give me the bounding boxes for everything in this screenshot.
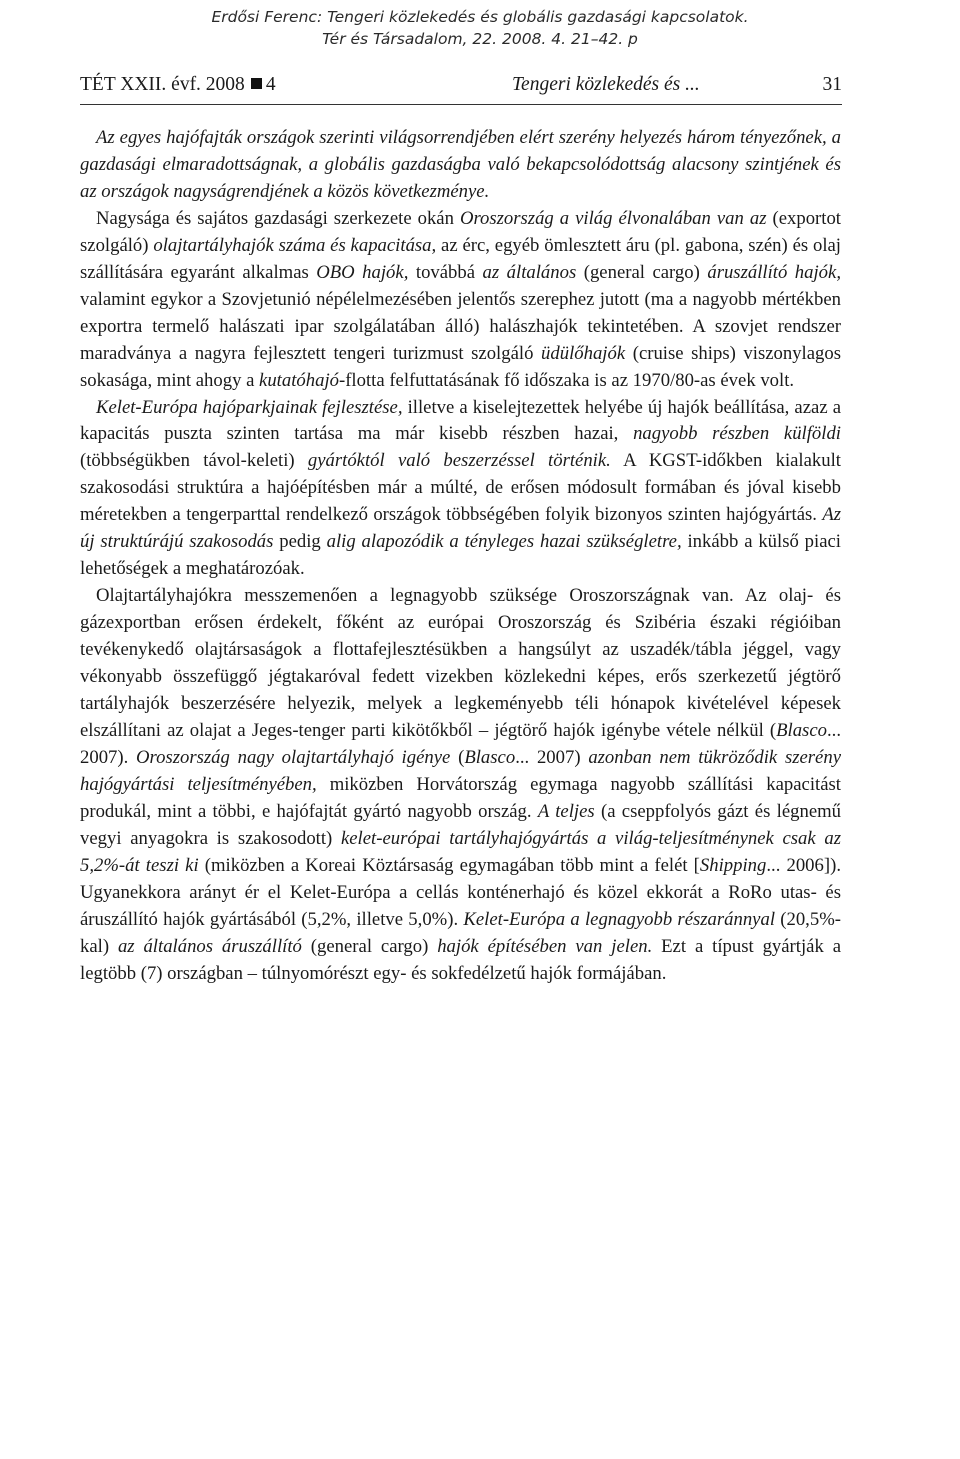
text-run: (miközben a Koreai Köztársaság egymagában több mint a felét [ [198,854,700,876]
paragraph [80,395,841,584]
text-run: az érc, egyéb ömlesztett áru (pl. gabona, szén) és olaj szállítására egyaránt alkalmas [80,234,841,283]
italic-run: kelet-európai tartályhajógyártás a világ-teljesítménynek csak az 5,2%-át teszi ki [80,827,841,876]
italic-run: kutatóhajó [259,369,339,391]
text-run: -flotta felfuttatásának fő időszaka is az 1970/80-as évek volt. [338,369,795,391]
italic-run: gyártóktól való beszerzéssel történik. [307,450,611,472]
text-run: ... 2007) [515,746,589,768]
italic-run: az általános [482,261,577,283]
text-run: (cruise ships) viszonylagos sokasága, mint ahogy a [80,342,841,391]
text-run: Nagysága és sajátos gazdasági szerkezete okán [96,207,460,229]
italic-run: Kelet-Európa hajóparkjainak fejlesztése, [96,396,403,418]
running-title: Tengeri közlekedés és ... [512,74,700,95]
italic-run: alig alapozódik a tényleges hazai szükségletre, [326,531,682,553]
text-run: ... 2006]). Ugyanekkora arányt ér el Kelet-Európa a cellás konténerhajó és közel ekkorát a RoRo utas- és áruszállító hajók gyártásából (5,2%, illetve 5,0%). [80,854,841,930]
article-body [80,125,841,988]
citation-line-2: Tér és Társadalom, 22. 2008. 4. 21–42. p [322,30,638,48]
text-run: pedig [273,531,327,553]
italic-run: Az új struktúrájú szakosodás [80,504,841,553]
text-run: valamint egykor a Szovjetunió népélelmezésében jelentős szerephez jutott (ma a nagyobb mértékben exportra termelő halászati ipar szolgálatában álló) halászhajók tekintetében. A szovjet rendszer maradványa a nagyra fejlesztett tengeri turizmust szolgáló [80,288,841,364]
italic-run: Kelet-Európa a legnagyobb részaránnyal [463,908,776,930]
italic-run: üdülőhajók [541,342,626,364]
citation-line-1: Erdősi Ferenc: Tengeri közlekedés és globális gazdasági kapcsolatok. [211,8,749,26]
text-run: illetve a kiselejtezettek helyébe új hajók beállítása, azaz a kapacitás puszta szinten tartása ma már kisebb részben hazai, [80,396,841,445]
issue-number: 4 [265,74,276,95]
running-head [80,74,842,105]
text-run: továbbá [408,261,483,283]
square-bullet-icon [251,78,262,89]
italic-run: hajók építésében van jelen. [437,935,653,957]
text-run: inkább a külső piaci lehetőségek a meghatározóak. [80,531,842,580]
text-run: miközben Horvátország egymaga nagyobb szállítási kapacitást produkál, mint a többi, e hajófajtát gyártó nagyobb ország. [80,773,841,822]
italic-run: Oroszország nagy olajtartályhajó igénye [136,746,451,768]
italic-run: A teljes [537,800,595,822]
text-run: (20,5%-kal) [80,908,841,957]
text-run: (többségükben távol-keleti) [80,450,308,472]
text-run: Ezt a típust gyártják a legtöbb (7) országban – túlnyomórészt egy- és sokfedélzetű hajók formájában. [80,935,841,984]
text-run: (general cargo) [301,935,438,957]
italic-run: Oroszország a világ élvonalában van az [459,207,767,229]
journal-name: TÉT XXII. évf. 2008 [80,74,245,95]
paragraph [80,125,841,206]
text-run: ( [450,746,465,768]
journal-issue [80,74,276,96]
text-run: A KGST-időkben kialakult szakosodási struktúra a hajóépítésben már a múlté, de erősen módosult formában és jóval kisebb méretekben a tengerparttal rendelkező országok többségében folyik bizonyos szinten hajógyártás. [80,450,841,526]
text-run: (exportot szolgáló) [80,207,841,256]
page-number: 31 [822,74,842,95]
italic-run: az általános áruszállító [117,935,302,957]
italic-run: Blasco [776,719,827,741]
italic-run: olajtartályhajók száma és kapacitása, [153,234,437,256]
text-run: ... 2007). [80,719,841,768]
italic-run: OBO hajók, [316,261,409,283]
text-run: Olajtartályhajókra messzemenően a legnagyobb szüksége Oroszországnak van. Az olaj- és gázexportban erősen érdekelt, főként az európai Oroszország és Szibéria északi régióiban tevékenykedő olajtársaságok a flottafejlesztésükben a hangsúlyt az uszadék/tábla jéggel, vagy vékonyabb összefüggő jégtakaróval fedett vizekben közlekedni képes, erős szerkezetű jégtörő tartályhajók beszerzésére helyezik, melyek a legkeményebb téli hónapok kivételével képesek elszállítani az olajat a Jeges-tenger parti kikötőkből – jégtörő hajók igénybe vétele nélkül ( [80,585,841,741]
italic-run: Shipping [699,854,767,876]
italic-run: Blasco [464,746,516,768]
italic-run: azonban nem tükröződik szerény hajógyártási teljesítményében, [80,746,841,795]
paragraph [80,206,841,395]
text-run: (general cargo) [576,261,708,283]
text-run: (a cseppfolyós gázt és légnemű vegyi anyagokra is szakosodott) [80,800,841,849]
italic-run: áruszállító hajók, [707,261,841,283]
citation-header [0,6,960,50]
paragraph [80,583,841,987]
italic-run: Az egyes hajófajták országok szerinti világsorrendjében elért szerény helyezés három tényezőnek, a gazdasági elmaradottságnak, a globális gazdaságba való bekapcsolódottság alacsony szintjének és az országok nagyságrendjének a közös következménye. [80,127,841,202]
italic-run: nagyobb részben külföldi [633,423,841,445]
